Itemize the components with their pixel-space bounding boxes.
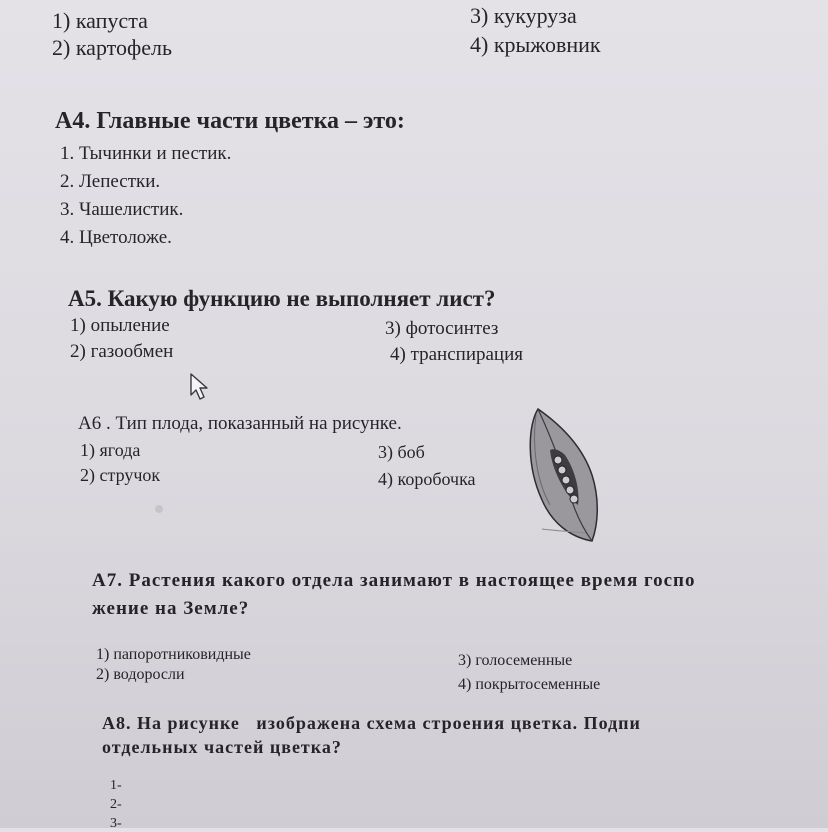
pea-pod-figure xyxy=(520,405,610,550)
mouse-pointer-icon xyxy=(188,372,214,407)
a8-title-line1: А8. На рисунке изображена схема строения цветка. Подпи xyxy=(102,713,641,733)
a6-option-4: 4) коробочка xyxy=(378,469,476,489)
a5-title: А5. Какую функцию не выполняет лист? xyxy=(68,286,496,311)
a7-option-4: 4) покрытосеменные xyxy=(458,676,601,693)
a8-blank-3: 3- xyxy=(110,816,122,831)
a4-title: А4. Главные части цветка – это: xyxy=(55,108,405,134)
a5-option-2: 2) газообмен xyxy=(70,341,174,362)
a7-title-line1: А7. Растения какого отдела занимают в настоящее время госпо xyxy=(92,570,696,591)
a4-option-2: 2. Лепестки. xyxy=(60,171,161,192)
a8-title-line2: отдельных частей цветка? xyxy=(102,737,342,757)
a5-option-1: 1) опыление xyxy=(70,315,170,336)
a4-option-3: 3. Чашелистик. xyxy=(60,199,184,220)
q3-option-1: 1) капуста xyxy=(52,8,148,33)
a6-option-1: 1) ягода xyxy=(80,440,141,460)
q3-option-2: 2) картофель xyxy=(52,35,173,60)
a5-option-4: 4) транспирация xyxy=(390,344,523,365)
a7-option-3: 3) голосеменные xyxy=(458,652,573,669)
page-mark xyxy=(155,505,163,513)
a4-option-1: 1. Тычинки и пестик. xyxy=(60,143,232,164)
a4-option-4: 4. Цветоложе. xyxy=(60,227,172,248)
q3-option-4: 4) крыжовник xyxy=(470,32,601,57)
a6-option-2: 2) стручок xyxy=(80,465,161,485)
a8-blank-1: 1- xyxy=(110,778,122,793)
a6-option-3: 3) боб xyxy=(378,442,425,462)
a7-title-line2: жение на Земле? xyxy=(92,598,250,619)
a6-title: А6 . Тип плода, показанный на рисунке. xyxy=(78,413,402,434)
q3-option-3: 3) кукуруза xyxy=(470,3,577,28)
a5-option-3: 3) фотосинтез xyxy=(385,318,499,339)
a7-option-2: 2) водоросли xyxy=(96,666,185,683)
a7-option-1: 1) папоротниковидные xyxy=(96,646,251,663)
a8-blank-2: 2- xyxy=(110,797,122,812)
